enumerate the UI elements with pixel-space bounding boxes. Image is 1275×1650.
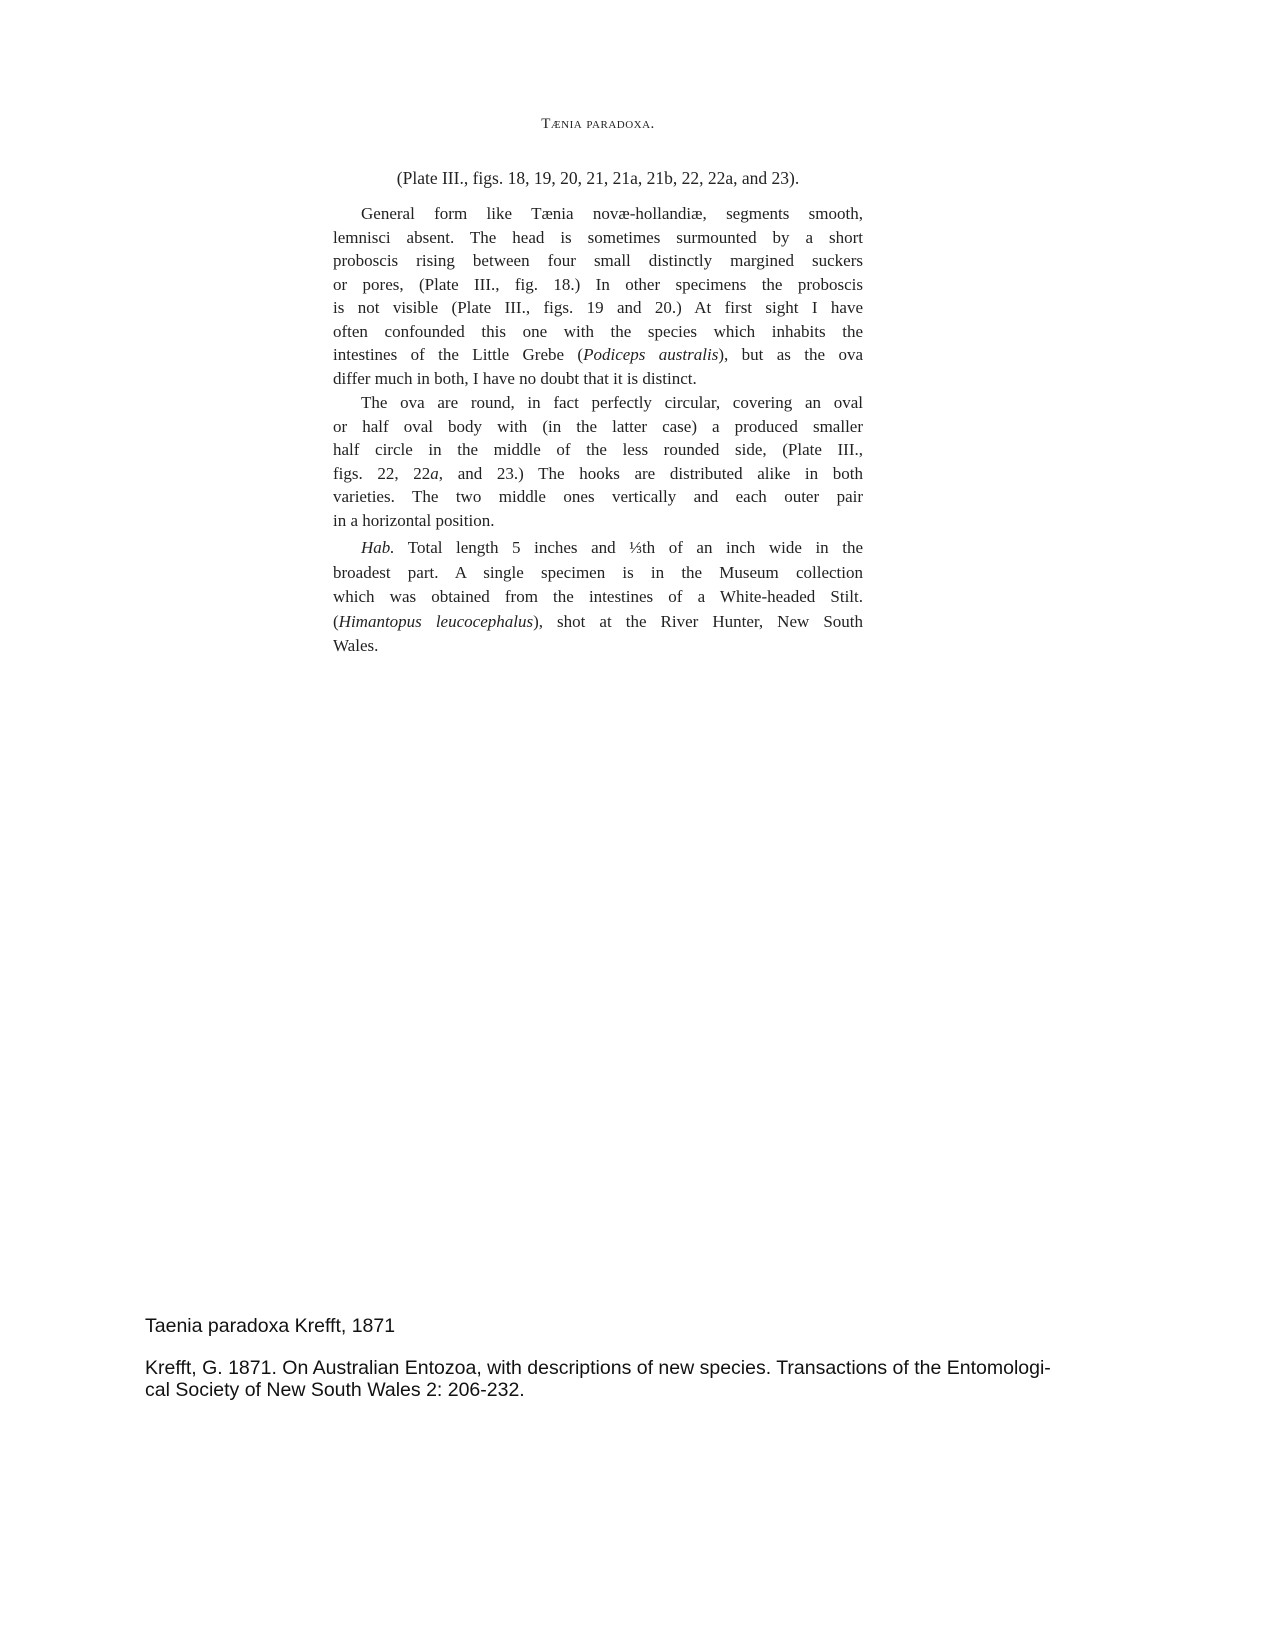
italic-text: Hab. [361,538,395,557]
paragraph-2-line [333,510,863,532]
italic-text: Podiceps australis [583,345,719,364]
taxon-name: Taenia paradoxa Krefft, 1871 [145,1315,396,1337]
paragraph-1-line [333,321,863,343]
text-segment: often confounded this one with the species which inhabits the [333,321,863,341]
paragraph-2-line [361,392,863,414]
text-segment: The ova are round, in fact perfectly circular, covering an oval [361,393,863,412]
paragraph-1-line [333,274,863,296]
text-segment: or pores, (Plate III., fig. 18.) In other specimens the proboscis [333,274,863,294]
text-segment: broadest part. A single specimen is in the Museum collection [333,562,863,582]
text-segment: Wales. [333,636,379,655]
paragraph-2-line [333,463,863,485]
text-segment: lemnisci absent. The head is sometimes surmounted by a short [333,227,863,247]
paragraph-3-line [333,611,863,633]
text-segment: varieties. The two middle ones vertically and each outer pair [333,487,863,507]
italic-text: a [430,463,439,483]
citation-line-2: cal Society of New South Wales 2: 206-232. [145,1379,525,1401]
paragraph-1-line [333,344,863,366]
paragraph-2-line [333,416,863,438]
text-segment: which was obtained from the intestines of a White-headed Stilt. [333,587,863,606]
paragraph-3-line [361,537,863,559]
paragraph-2-line [333,439,863,461]
text-segment: intestines of the Little Grebe ( [333,345,584,364]
paragraph-1-line [333,250,863,272]
text-segment: or half oval body with (in the latter case) a produced smaller [333,416,863,436]
text-segment: proboscis rising between four small distinctly margined suckers [333,251,863,270]
text-segment: differ much in both, I have no doubt that it is distinct. [333,368,697,388]
paragraph-1-line [361,203,863,225]
text-segment: Total length 5 inches and ⅓th of an inch wide in the [394,538,863,557]
paragraph-1-line [333,227,863,249]
italic-text: Himantopus leucocephalus [338,611,534,631]
paragraph-3-line [333,635,863,657]
text-segment: is not visible (Plate III., figs. 19 and 20.) At first sight I have [333,298,863,317]
text-segment: figs. 22, 22 [333,463,431,483]
text-segment: ( [333,611,339,631]
paragraph-3-line [333,562,863,584]
plate-reference: (Plate III., figs. 18, 19, 20, 21, 21a, 21b, 22, 22a, and 23). [396,168,800,188]
paragraph-2-line [333,486,863,508]
citation-line-1: Krefft, G. 1871. On Australian Entozoa, with descriptions of new species. Transactions of the Entomologi- [145,1357,1051,1379]
paragraph-1-line [333,297,863,319]
text-segment: in a horizontal position. [333,511,495,530]
text-segment: General form like Tænia novæ-hollandiæ, segments smooth, [361,204,863,223]
text-segment: , and 23.) The hooks are distributed alike in both [438,463,863,483]
species-heading: Tænia paradoxa. [541,116,655,132]
text-segment: half circle in the middle of the less rounded side, (Plate III., [333,440,863,460]
text-segment: ), shot at the River Hunter, New South [533,611,864,631]
paragraph-3-line [333,586,863,608]
paragraph-1-line [333,368,863,390]
text-segment: ), but as the ova [718,345,863,364]
